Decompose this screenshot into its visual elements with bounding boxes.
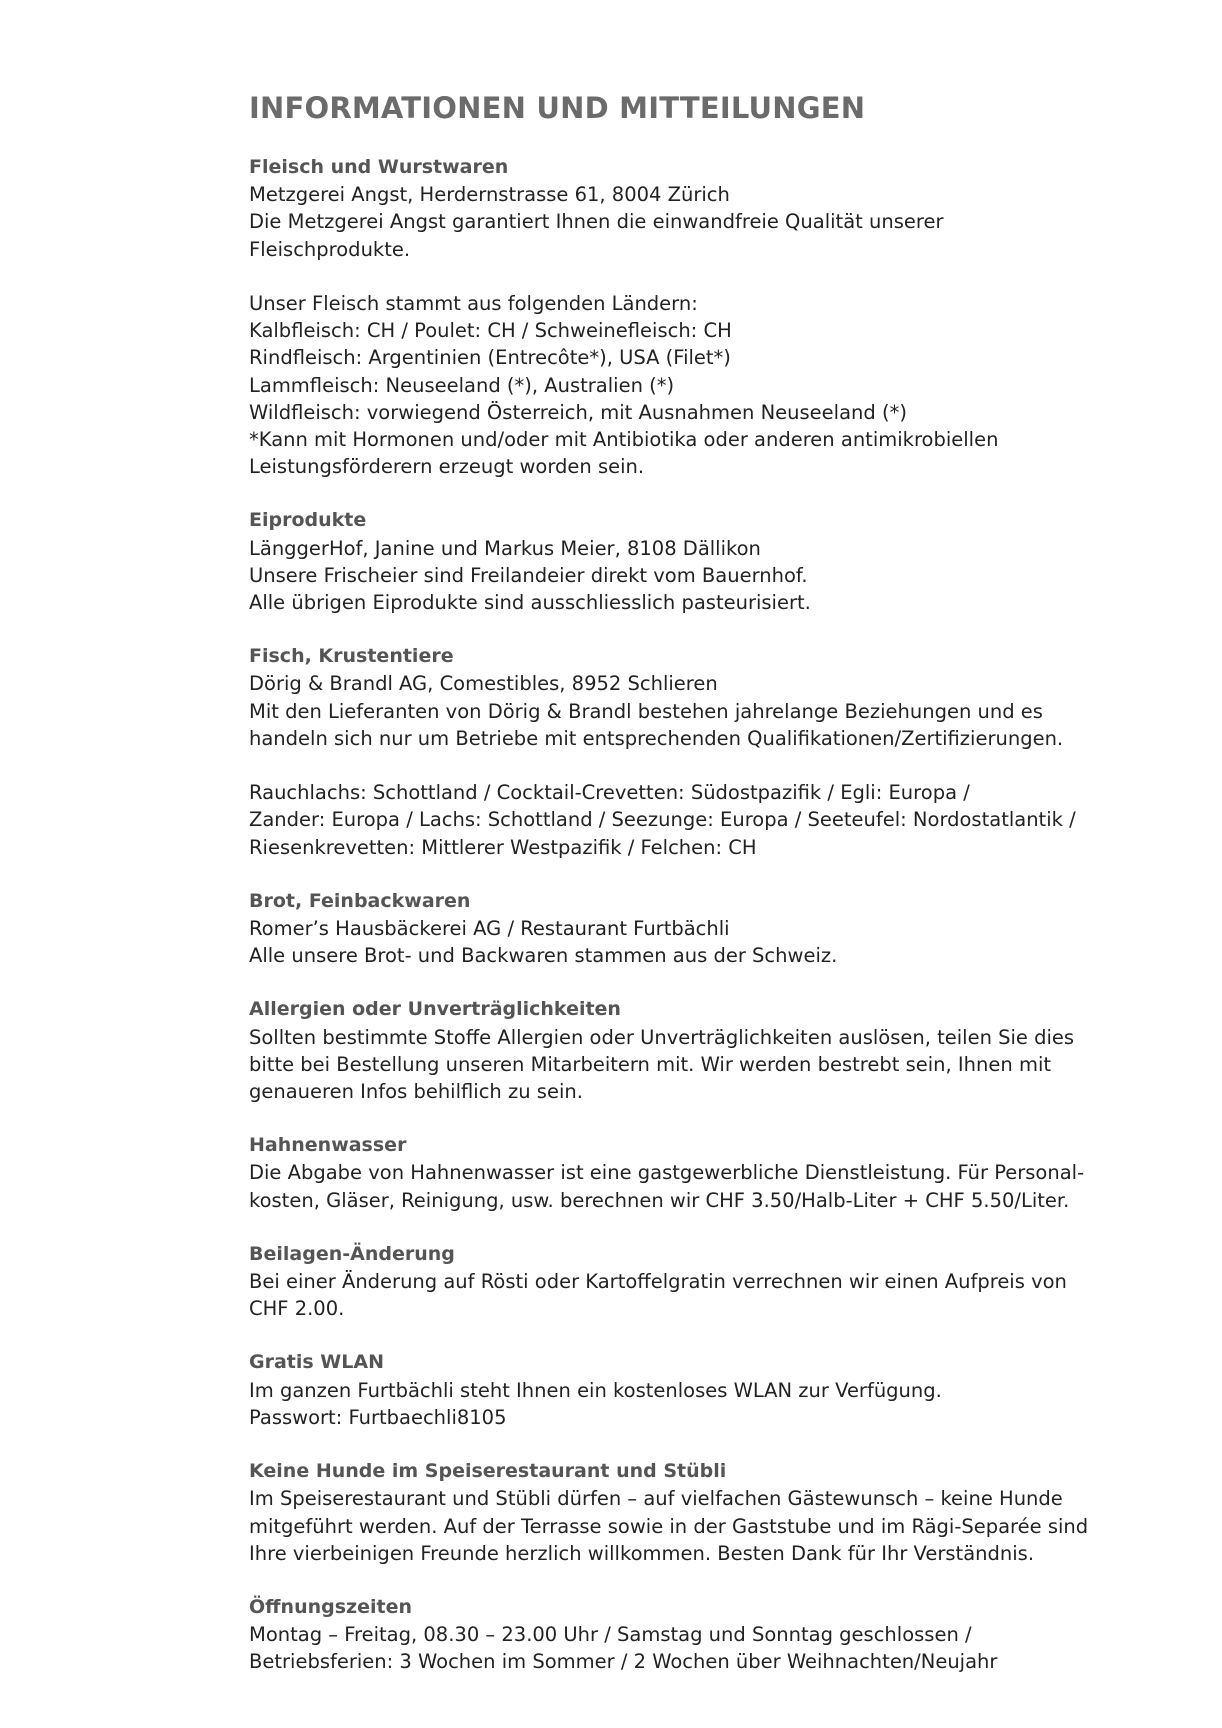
text-line: LänggerHof, Janine und Markus Meier, 8108 Dällikon [249,536,761,560]
text-line: Die Abgabe von Hahnenwasser ist eine gastgewerbliche Dienstleistung. Für Personal- [249,1161,1085,1185]
info-section [249,154,1149,480]
text-line: Unsere Frischeier sind Freilandeier direkt vom Bauernhof. [249,563,808,587]
text-line: handeln sich nur um Betriebe mit entsprechenden Qualifikationen/Zertifizierungen. [249,726,1064,750]
text-line: Im Speiserestaurant und Stübli dürfen – auf vielfachen Gästewunsch – keine Hunde [249,1487,1063,1511]
text-line: Ihre vierbeinigen Freunde herzlich willkommen. Besten Dank für Ihr Verständnis. [249,1541,1035,1565]
text-line: Alle unsere Brot- und Backwaren stammen aus der Schweiz. [249,944,838,968]
info-section [249,643,1149,861]
section-heading: Brot, Feinbackwaren [249,889,471,912]
text-line: Im ganzen Furtbächli steht Ihnen ein kostenloses WLAN zur Verfügung. [249,1378,942,1402]
text-line: Betriebsferien: 3 Wochen im Sommer / 2 Wochen über Weihnachten/Neujahr [249,1650,998,1674]
section-heading: Beilagen-Änderung [249,1242,455,1265]
text-line: mitgeführt werden. Auf der Terrasse sowie in der Gaststube und im Rägi-Separée sind [249,1514,1089,1538]
text-line: Mit den Lieferanten von Dörig & Brandl bestehen jahrelange Beziehungen und es [249,699,1043,723]
info-section [249,996,1149,1105]
text-line: Passwort: Furtbaechli8105 [249,1405,507,1429]
sections-container [249,154,1149,1676]
info-section [249,1349,1149,1431]
text-line: Bei einer Änderung auf Rösti oder Kartoffelgratin verrechnen wir einen Aufpreis von [249,1270,1067,1294]
section-heading: Fleisch und Wurstwaren [249,156,509,178]
section-heading: Fisch, Krustentiere [249,645,454,668]
text-line: genaueren Infos behilflich zu sein. [249,1080,583,1104]
section-heading: Hahnenwasser [249,1134,407,1157]
info-section [249,888,1149,970]
text-line: Riesenkrevetten: Mittlerer Westpazifik / Felchen: CH [249,835,757,859]
text-line: kosten, Gläser, Reinigung, usw. berechnen wir CHF 3.50/Halb-Liter + CHF 5.50/Liter. [249,1188,1070,1212]
text-line: Kalbfleisch: CH / Poulet: CH / Schweinefleisch: CH [249,319,732,343]
text-line: Lammfleisch: Neuseeland (*), Australien (*) [249,373,675,397]
document-page [249,88,1149,1703]
text-line: CHF 2.00. [249,1297,345,1321]
info-section [249,1241,1149,1323]
text-line: Alle übrigen Eiprodukte sind ausschliesslich pasteurisiert. [249,591,811,615]
text-line: Fleischprodukte. [249,237,411,261]
text-line: Zander: Europa / Lachs: Schottland / Seezunge: Europa / Seeteufel: Nordostatlantik / [249,808,1076,832]
section-heading: Gratis WLAN [249,1351,384,1374]
text-line: Metzgerei Angst, Herdernstrasse 61, 8004 Zürich [249,183,730,207]
info-section [249,1132,1149,1214]
text-line: Leistungsförderern erzeugt worden sein. [249,455,645,479]
info-section [249,1458,1149,1567]
text-line: Romer’s Hausbäckerei AG / Restaurant Furtbächli [249,917,730,941]
text-line: Montag – Freitag, 08.30 – 23.00 Uhr / Samstag und Sonntag geschlossen / [249,1623,972,1647]
paragraph-gap [249,752,1149,779]
paragraph-gap [249,263,1149,290]
text-line: Sollten bestimmte Stoffe Allergien oder Unverträglichkeiten auslösen, teilen Sie dies [249,1025,1075,1049]
text-line: Wildfleisch: vorwiegend Österreich, mit Ausnahmen Neuseeland (*) [249,400,907,424]
page-title: INFORMATIONEN UND MITTEILUNGEN [249,91,866,125]
text-line: bitte bei Bestellung unseren Mitarbeitern mit. Wir werden bestrebt sein, Ihnen mit [249,1052,1052,1076]
section-heading: Eiprodukte [249,509,367,532]
section-heading: Allergien oder Unverträglichkeiten [249,998,621,1021]
text-line: Rindfleisch: Argentinien (Entrecôte*), USA (Filet*) [249,346,731,370]
text-line: Die Metzgerei Angst garantiert Ihnen die einwandfreie Qualität unserer [249,210,944,234]
section-heading: Keine Hunde im Speiserestaurant und Stübli [249,1460,727,1483]
info-section [249,507,1149,616]
text-line: Rauchlachs: Schottland / Cocktail-Crevetten: Südostpazifik / Egli: Europa / [249,781,970,805]
text-line: Unser Fleisch stammt aus folgenden Ländern: [249,292,698,315]
text-line: Dörig & Brandl AG, Comestibles, 8952 Schlieren [249,672,718,696]
text-line: *Kann mit Hormonen und/oder mit Antibiotika oder anderen antimikrobiellen [249,428,999,452]
section-heading: Öffnungszeiten [249,1595,412,1618]
info-section [249,1594,1149,1676]
